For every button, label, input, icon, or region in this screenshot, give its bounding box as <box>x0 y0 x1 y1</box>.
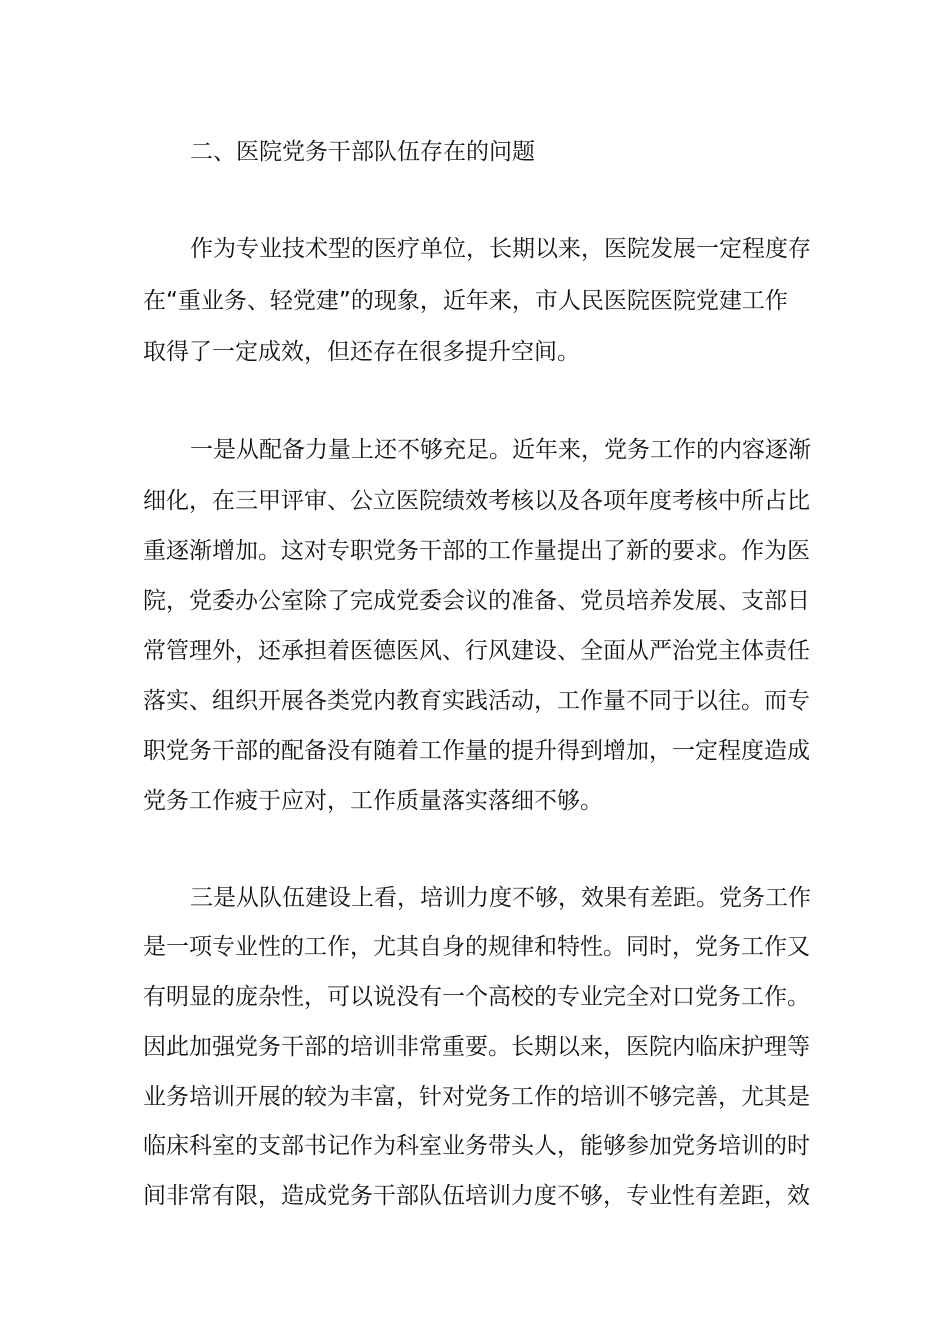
paragraph-line: 职党务干部的配备没有随着工作量的提升得到增加，一定程度造成 <box>143 738 810 764</box>
paragraph-line: 党务工作疲于应对，工作质量落实落细不够。 <box>143 788 603 814</box>
paragraph-line: 三是从队伍建设上看，培训力度不够，效果有差距。党务工作 <box>190 885 811 911</box>
paragraph-line: 取得了一定成效，但还存在很多提升空间。 <box>143 339 580 365</box>
paragraph-line: 落实、组织开展各类党内教育实践活动，工作量不同于以往。而专 <box>143 688 810 714</box>
paragraph-line: 在“重业务、轻党建”的现象，近年来，市人民医院医院党建工作 <box>143 288 788 314</box>
paragraph-line: 有明显的庞杂性，可以说没有一个高校的专业完全对口党务工作。 <box>143 984 810 1010</box>
paragraph-line: 院，党委办公室除了完成党委会议的准备、党员培养发展、支部日 <box>143 588 810 614</box>
paragraph-line: 临床科室的支部书记作为科室业务带头人，能够参加党务培训的时 <box>143 1133 810 1159</box>
paragraph-line: 常管理外，还承担着医德医风、行风建设、全面从严治党主体责任 <box>143 638 810 664</box>
paragraph-line: 间非常有限，造成党务干部队伍培训力度不够，专业性有差距，效 <box>143 1183 810 1209</box>
paragraph-line: 因此加强党务干部的培训非常重要。长期以来，医院内临床护理等 <box>143 1034 810 1060</box>
section-heading: 二、医院党务干部队伍存在的问题 <box>190 139 535 165</box>
paragraph-line: 重逐渐增加。这对专职党务干部的工作量提出了新的要求。作为医 <box>143 538 810 564</box>
paragraph-line: 是一项专业性的工作，尤其自身的规律和特性。同时，党务工作又 <box>143 934 810 960</box>
paragraph-line: 作为专业技术型的医疗单位，长期以来，医院发展一定程度存 <box>190 236 811 262</box>
paragraph-line: 一是从配备力量上还不够充足。近年来，党务工作的内容逐渐 <box>190 437 811 463</box>
paragraph-line: 业务培训开展的较为丰富，针对党务工作的培训不够完善，尤其是 <box>143 1084 810 1110</box>
paragraph-line: 细化，在三甲评审、公立医院绩效考核以及各项年度考核中所占比 <box>143 488 810 514</box>
